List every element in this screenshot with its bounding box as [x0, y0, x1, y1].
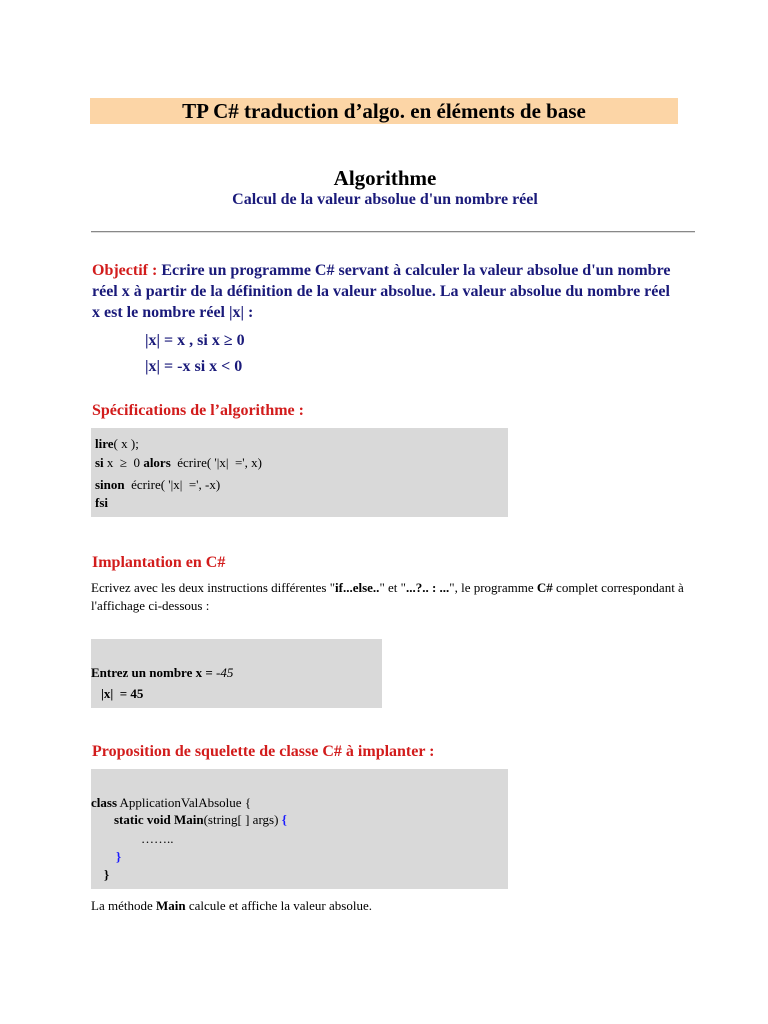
skeleton-code-box	[91, 769, 508, 889]
objective-label: Objectif :	[92, 262, 158, 279]
definition-line-2: |x| = -x si x < 0	[145, 358, 243, 375]
section-heading: Algorithme	[333, 166, 437, 190]
spec-code-line: si x ≥ 0 alors écrire( '|x| =', x)	[95, 455, 262, 470]
spec-code-line: sinon écrire( '|x| =', -x)	[95, 477, 221, 492]
document-title-text: TP C# traduction d’algo. en éléments de base	[182, 98, 586, 123]
spec-code-line: fsi	[95, 495, 108, 510]
skeleton-code-line: class ApplicationValAbsolue {	[91, 795, 252, 810]
section-subheading: Calcul de la valeur absolue d'un nombre réel	[232, 191, 538, 208]
spec-code-line: lire( x );	[95, 436, 139, 451]
footer-paragraph: La méthode Main calcule et affiche la valeur absolue.	[91, 898, 372, 913]
skeleton-code-line: }	[104, 867, 110, 882]
horizontal-divider	[91, 231, 695, 233]
spec-title: Spécifications de l’algorithme :	[92, 402, 304, 419]
spec-code-box	[91, 428, 508, 517]
implementation-paragraph: Ecrivez avec les deux instructions différentes "if...else.." et "...?.. : ...", le programme C# complet correspondant à l'affichage ci-dessous :	[91, 580, 684, 613]
console-output-box	[91, 639, 382, 708]
skeleton-code-line: ……..	[141, 831, 174, 846]
objective-paragraph	[92, 260, 672, 323]
console-prompt-line: Entrez un nombre x = -45	[91, 665, 234, 680]
skeleton-code-line: }	[116, 849, 122, 864]
skeleton-title: Proposition de squelette de classe C# à implanter :	[92, 743, 435, 760]
document-title	[90, 98, 678, 124]
definition-line-1: |x| = x , si x ≥ 0	[145, 332, 245, 349]
implementation-title: Implantation en C#	[92, 554, 226, 571]
objective-text: Ecrire un programme C# servant à calculer la valeur absolue d'un nombre réel x à partir de la définition de la valeur absolue. La valeur absolue du nombre réel x est le nombre réel |x| :	[92, 262, 671, 321]
skeleton-code-line: static void Main(string[ ] args) {	[114, 812, 287, 827]
console-result-line: |x| = 45	[101, 686, 144, 701]
